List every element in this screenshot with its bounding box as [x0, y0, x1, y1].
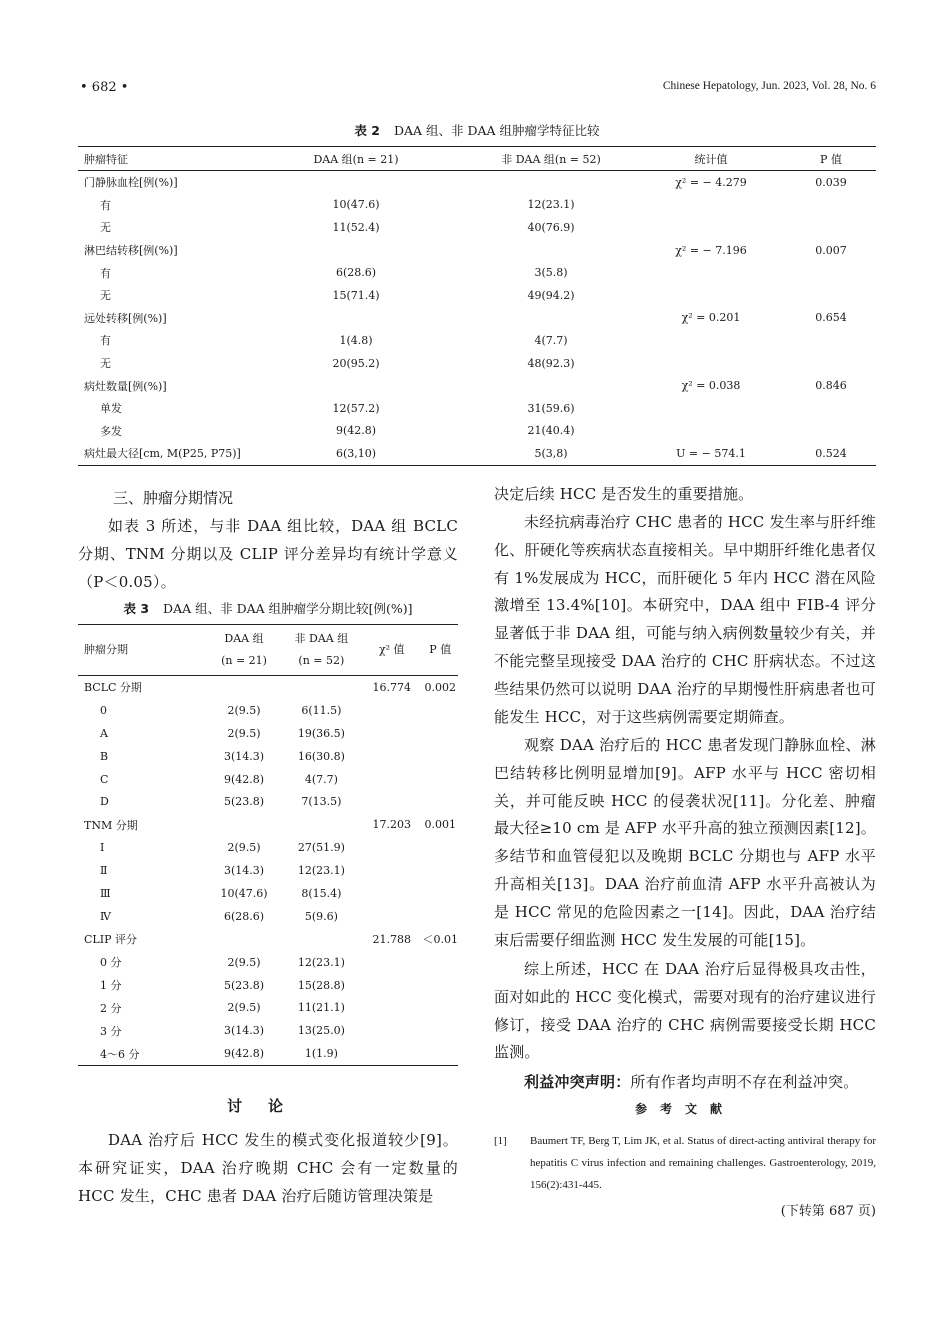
statistic-value	[636, 420, 786, 443]
non-daa-value	[466, 307, 636, 330]
chi-square-value	[361, 951, 422, 974]
table3-header-line: (n = 21)	[221, 654, 267, 667]
non-daa-value: 8(15.4)	[301, 886, 342, 900]
daa-value: 15(71.4)	[332, 288, 380, 302]
p-value	[423, 859, 459, 882]
row-label: 3 分	[100, 1024, 122, 1038]
statistic-value	[636, 194, 786, 217]
row-label: 无	[100, 357, 111, 371]
table-row	[78, 352, 876, 375]
chi-square-value	[361, 836, 422, 859]
table-row	[78, 676, 458, 699]
chi-square-value	[361, 722, 422, 745]
chi-square-value	[361, 790, 422, 813]
row-label: 有	[100, 198, 111, 212]
table3-caption	[78, 599, 458, 617]
non-daa-value: 5(3,8)	[534, 446, 568, 460]
p-value	[423, 768, 459, 791]
table3-title: DAA 组、非 DAA 组肿瘤学分期比较[例(%)]	[163, 601, 413, 616]
daa-value	[246, 239, 466, 262]
table2-header-row	[78, 147, 876, 171]
table-row	[78, 397, 876, 420]
row-label: 多发	[100, 424, 122, 438]
table3-header-row	[78, 625, 458, 676]
p-value	[423, 905, 459, 928]
row-label: Ⅰ	[100, 841, 105, 855]
chi-square-value: 16.774	[372, 680, 412, 694]
non-daa-value: 12(23.1)	[297, 864, 345, 878]
non-daa-value: 49(94.2)	[527, 288, 575, 302]
row-label: 1 分	[100, 979, 122, 993]
table-row	[78, 1019, 458, 1042]
daa-value: 20(95.2)	[332, 356, 380, 370]
p-value	[786, 261, 876, 284]
row-label: A	[100, 726, 108, 740]
row-label: 门静脉血栓[例(%)]	[84, 176, 178, 190]
table-row	[78, 374, 876, 397]
table-row	[78, 974, 458, 997]
statistic-value	[636, 397, 786, 420]
references-title: 参考文献	[634, 1102, 735, 1116]
table-row	[78, 836, 458, 859]
chi-square-value: 21.788	[372, 932, 412, 946]
non-daa-value: 21(40.4)	[527, 424, 575, 438]
row-label: 有	[100, 266, 111, 280]
non-daa-value: 15(28.8)	[297, 978, 345, 992]
daa-value: 10(47.6)	[332, 198, 380, 212]
non-daa-value: 12(23.1)	[527, 198, 575, 212]
statistic-value	[636, 284, 786, 307]
non-daa-value: 4(7.7)	[304, 772, 338, 786]
p-value	[786, 397, 876, 420]
chi-square-value	[361, 699, 422, 722]
row-label: 2 分	[100, 1001, 122, 1015]
row-label: 无	[100, 289, 111, 303]
discussion-paragraph-2: 未经抗病毒治疗 CHC 患者的 HCC 发生率与肝纤维化、肝硬化等疾病状态直接相关。早中期肝纤维化患者仅有 1%发展成为 HCC，而肝硬化 5 年内 HCC 潜在风险激增至 13.4%[10]。本研究中，DAA 组中 FIB-4 评分显著低于非 DAA 组，可能与纳入病例数量较少有关，并不能完整呈现接受 DAA 治疗的 CHC 肝病状态。不过这些结果仍然可以说明 DAA 治疗的早期慢性肝病患者也可能发生 HCC，对于这些病例需要定期筛查。	[494, 513, 876, 726]
statistic-value	[636, 352, 786, 375]
table2-header-cell: 统计值	[636, 147, 786, 171]
row-label: 远处转移[例(%)]	[84, 311, 167, 325]
non-daa-value: 1(1.9)	[304, 1047, 338, 1061]
non-daa-value: 40(76.9)	[527, 220, 575, 234]
table-row	[78, 284, 876, 307]
table-row	[78, 745, 458, 768]
p-value: 0.002	[424, 680, 456, 694]
chi-square-value	[361, 996, 422, 1019]
table-row	[78, 194, 876, 217]
non-daa-value: 4(7.7)	[534, 333, 568, 347]
conflict-of-interest	[494, 1069, 876, 1097]
daa-value	[206, 813, 281, 836]
p-value: 0.524	[815, 446, 847, 460]
statistic-value: χ² = 0.038	[681, 379, 741, 393]
discussion-paragraph-1-continued: 决定后续 HCC 是否发生的重要措施。	[494, 485, 754, 503]
daa-value	[206, 676, 281, 699]
discussion-title: 讨论	[226, 1097, 309, 1115]
table2	[78, 146, 876, 466]
chi-square-value	[361, 1019, 422, 1042]
non-daa-value	[282, 676, 361, 699]
p-value	[423, 745, 459, 768]
statistic-value: χ² = − 4.279	[675, 175, 747, 189]
table3-body	[78, 676, 458, 1066]
row-label: 无	[100, 221, 111, 235]
p-value	[423, 996, 459, 1019]
table3-header-cell: χ² 值	[361, 625, 422, 676]
row-label: 4～6 分	[100, 1047, 140, 1061]
table-row	[78, 928, 458, 951]
table-row	[78, 420, 876, 443]
discussion-paragraph-1: DAA 治疗后 HCC 发生的模式变化报道较少[9]。本研究证实，DAA 治疗晚期 CHC 会有一定数量的 HCC 发生，CHC 患者 DAA 治疗后随访管理决策是	[78, 1131, 458, 1205]
page-number: • 682 •	[80, 80, 129, 95]
daa-value: 6(28.6)	[335, 266, 377, 280]
p-value	[786, 216, 876, 239]
table2-header-cell: 肿瘤特征	[78, 147, 246, 171]
table3-header-line: DAA 组	[224, 632, 264, 645]
daa-value: 9(42.8)	[224, 772, 265, 786]
p-value	[423, 1019, 459, 1042]
non-daa-value	[466, 171, 636, 194]
row-label: 有	[100, 334, 111, 348]
p-value	[423, 790, 459, 813]
p-value	[786, 194, 876, 217]
p-value: ＜0.01	[422, 933, 458, 947]
row-label: BCLC 分期	[84, 681, 142, 695]
p-value: 0.001	[424, 818, 456, 832]
chi-square-value	[361, 1042, 422, 1065]
non-daa-value: 6(11.5)	[301, 703, 342, 717]
continued-note: (下转第 687 页)	[780, 1204, 876, 1219]
table-row	[78, 905, 458, 928]
table-row	[78, 768, 458, 791]
p-value	[423, 699, 459, 722]
p-value	[786, 329, 876, 352]
discussion-paragraph-4: 综上所述，HCC 在 DAA 治疗后显得极具攻击性，面对如此的 HCC 变化模式，需要对现有的治疗建议进行修订，接受 DAA 治疗的 CHC 病例需要接受长期 HCC 监测。	[494, 960, 876, 1062]
daa-value	[206, 928, 281, 951]
table2-header-cell: P 值	[786, 147, 876, 171]
non-daa-value	[282, 813, 361, 836]
coi-text: 所有作者均声明不存在利益冲突。	[630, 1073, 859, 1091]
row-label: 单发	[100, 402, 122, 416]
daa-value: 6(3,10)	[335, 446, 377, 460]
section3-paragraph: 如表 3 所述，与非 DAA 组比较，DAA 组 BCLC 分期、TNM 分期以及 CLIP 评分差异均有统计学意义（P＜0.05）。	[78, 517, 458, 591]
daa-value: 2(9.5)	[227, 955, 261, 969]
statistic-value	[636, 261, 786, 284]
non-daa-value	[282, 928, 361, 951]
daa-value: 1(4.8)	[339, 333, 373, 347]
table-row	[78, 329, 876, 352]
chi-square-value	[361, 859, 422, 882]
non-daa-value: 19(36.5)	[297, 726, 345, 740]
table-row	[78, 239, 876, 262]
non-daa-value: 16(30.8)	[297, 749, 345, 763]
table-row	[78, 790, 458, 813]
p-value	[423, 1042, 459, 1065]
row-label: 病灶最大径[cm, M(P25, P75)]	[84, 447, 241, 461]
daa-value: 12(57.2)	[332, 401, 380, 415]
table3-header-cell	[282, 625, 361, 676]
reference-text: Baumert TF, Berg T, Lim JK, et al. Status of direct-acting antiviral therapy for hepatitis C virus infection and remaining challenges. Gastroenterology, 2019, 156(2):431-445.	[530, 1135, 876, 1191]
table-row	[78, 307, 876, 330]
statistic-value	[636, 216, 786, 239]
daa-value: 11(52.4)	[332, 220, 380, 234]
table2-body	[78, 171, 876, 466]
table-row	[78, 813, 458, 836]
table-row	[78, 216, 876, 239]
table3-header-line: (n = 52)	[298, 654, 345, 667]
table-row	[78, 171, 876, 194]
chi-square-value	[361, 745, 422, 768]
row-label: 0 分	[100, 956, 122, 970]
statistic-value	[636, 329, 786, 352]
daa-value: 5(23.8)	[224, 978, 265, 992]
table-row	[78, 722, 458, 745]
non-daa-value: 12(23.1)	[297, 955, 345, 969]
chi-square-value	[361, 768, 422, 791]
table-row	[78, 699, 458, 722]
table-row	[78, 442, 876, 465]
table-row	[78, 996, 458, 1019]
table-row	[78, 261, 876, 284]
non-daa-value: 48(92.3)	[527, 356, 575, 370]
table-row	[78, 951, 458, 974]
discussion-paragraph-3: 观察 DAA 治疗后的 HCC 患者发现门静脉血栓、淋巴结转移比例明显增加[9]。AFP 水平与 HCC 密切相关，并可能反映 HCC 的侵袭状况[11]。分化差、肿瘤最大径≥10 cm 是 AFP 水平升高的独立预测因素[12]。多结节和血管侵犯以及晚期 BCLC 分期也与 AFP 水平升高相关[13]。DAA 治疗前血清 AFP 水平升高被认为是 HCC 常见的危险因素之一[14]。因此，DAA 治疗结束后需要仔细监测 HCC 发生发展的可能[15]。	[494, 736, 876, 949]
daa-value: 5(23.8)	[224, 795, 265, 809]
table2-header-cell: 非 DAA 组(n = 52)	[466, 147, 636, 171]
p-value: 0.039	[815, 175, 847, 189]
p-value	[423, 722, 459, 745]
row-label: 淋巴结转移[例(%)]	[84, 244, 178, 258]
p-value	[423, 974, 459, 997]
table-row	[78, 882, 458, 905]
daa-value	[246, 171, 466, 194]
row-label: Ⅲ	[100, 886, 111, 900]
table3	[78, 624, 458, 1066]
p-value	[786, 420, 876, 443]
chi-square-value	[361, 905, 422, 928]
daa-value: 10(47.6)	[220, 886, 268, 900]
p-value	[423, 836, 459, 859]
row-label: D	[100, 795, 109, 809]
daa-value: 2(9.5)	[227, 703, 261, 717]
chi-square-value	[361, 974, 422, 997]
non-daa-value: 11(21.1)	[297, 1001, 345, 1015]
reference-number: [1]	[494, 1135, 507, 1147]
daa-value: 2(9.5)	[227, 726, 261, 740]
row-label: C	[100, 772, 109, 786]
table2-title: DAA 组、非 DAA 组肿瘤学特征比较	[393, 123, 600, 138]
non-daa-value: 31(59.6)	[527, 401, 575, 415]
chi-square-value	[361, 882, 422, 905]
daa-value: 3(14.3)	[224, 1024, 265, 1038]
daa-value: 3(14.3)	[224, 749, 265, 763]
statistic-value: χ² = 0.201	[681, 311, 741, 325]
non-daa-value: 3(5.8)	[534, 266, 568, 280]
p-value	[423, 882, 459, 905]
table-row	[78, 859, 458, 882]
table3-header-cell: P 值	[423, 625, 459, 676]
daa-value	[246, 374, 466, 397]
non-daa-value: 13(25.0)	[297, 1024, 345, 1038]
daa-value: 9(42.8)	[335, 424, 377, 438]
section3-heading: 三、肿瘤分期情况	[113, 489, 234, 507]
table-row	[78, 1042, 458, 1065]
row-label: TNM 分期	[84, 818, 138, 832]
statistic-value: U = − 574.1	[676, 446, 746, 460]
non-daa-value: 27(51.9)	[297, 841, 345, 855]
daa-value: 3(14.3)	[224, 864, 265, 878]
p-value	[423, 951, 459, 974]
daa-value: 6(28.6)	[224, 909, 265, 923]
daa-value	[246, 307, 466, 330]
p-value	[786, 352, 876, 375]
row-label: Ⅳ	[100, 909, 111, 923]
non-daa-value: 7(13.5)	[301, 795, 342, 809]
row-label: 病灶数量[例(%)]	[84, 379, 167, 393]
row-label: 0	[100, 703, 107, 717]
table3-header-line: 非 DAA 组	[294, 632, 349, 645]
p-value	[786, 284, 876, 307]
journal-header: Chinese Hepatology, Jun. 2023, Vol. 28, No. 6	[662, 80, 876, 92]
daa-value: 9(42.8)	[224, 1047, 265, 1061]
table2-label: 表 2	[354, 123, 380, 138]
non-daa-value: 5(9.6)	[304, 909, 338, 923]
chi-square-value: 17.203	[372, 818, 412, 832]
table3-header-cell	[206, 625, 281, 676]
daa-value: 2(9.5)	[227, 841, 261, 855]
table3-label: 表 3	[123, 601, 150, 616]
statistic-value: χ² = − 7.196	[675, 243, 747, 257]
daa-value: 2(9.5)	[227, 1001, 261, 1015]
row-label: CLIP 评分	[84, 933, 137, 947]
table2-caption	[78, 121, 876, 139]
non-daa-value	[466, 239, 636, 262]
p-value: 0.654	[815, 311, 847, 325]
p-value: 0.846	[815, 379, 847, 393]
coi-label: 利益冲突声明：	[524, 1073, 631, 1091]
row-label: Ⅱ	[100, 864, 108, 878]
p-value: 0.007	[815, 243, 847, 257]
row-label: B	[100, 749, 109, 763]
table2-header-cell: DAA 组(n = 21)	[246, 147, 466, 171]
table3-header-cell: 肿瘤分期	[78, 625, 206, 676]
non-daa-value	[466, 374, 636, 397]
